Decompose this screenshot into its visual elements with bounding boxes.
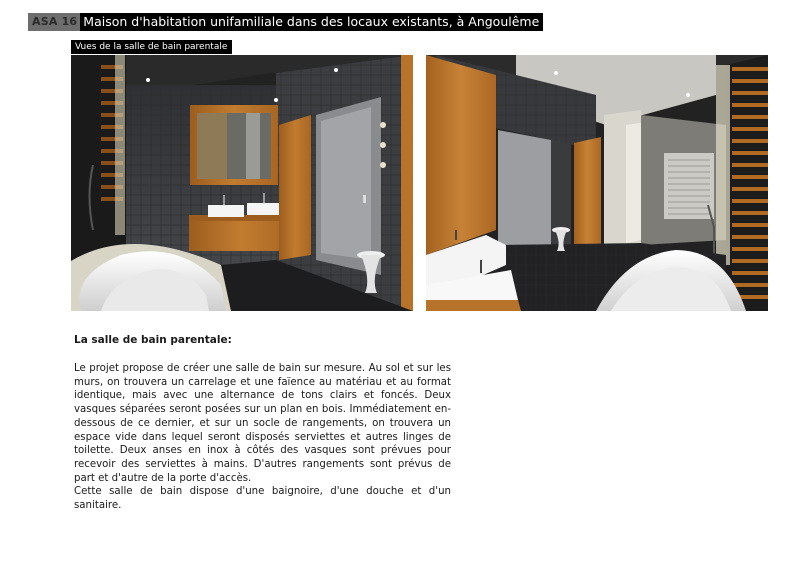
bathroom-render-right-drawing xyxy=(426,55,768,311)
description-paragraph-1: Le projet propose de créer une salle de bain sur mesure. Au sol et sur les murs, on trouvera un carrelage et une faïence au matériau et au format identique, mais avec une alternance de tons clairs et foncés. Deux vasques séparées seront posées sur un plan en bois. Immédiatement en-dessous de ce dernier, et sur un socle de rangements, on trouvera un espace vide dans lequel seront disposés serviettes et autres linges de toilette. Deux anses en inox à côtés des vasques sont prévues pour recevoir des serviettes à mains. D'autres rangements sont prévus de part et d'autre de la porte d'accès. xyxy=(74,363,451,484)
section-subtitle: Vues de la salle de bain parentale xyxy=(71,40,232,54)
bathroom-render-left xyxy=(71,55,413,311)
page-header xyxy=(28,13,543,31)
description-section xyxy=(74,333,451,513)
description-paragraph-2: Cette salle de bain dispose d'une baignoire, d'une douche et d'un sanitaire. xyxy=(74,486,451,512)
project-code-badge: ASA 16 xyxy=(28,13,80,31)
section-heading: La salle de bain parentale: xyxy=(74,334,232,346)
bathroom-render-left-drawing xyxy=(71,55,413,311)
description-paragraph xyxy=(74,362,451,513)
bathroom-render-right xyxy=(426,55,768,311)
page-title: Maison d'habitation unifamiliale dans des locaux existants, à Angoulême xyxy=(80,13,543,31)
